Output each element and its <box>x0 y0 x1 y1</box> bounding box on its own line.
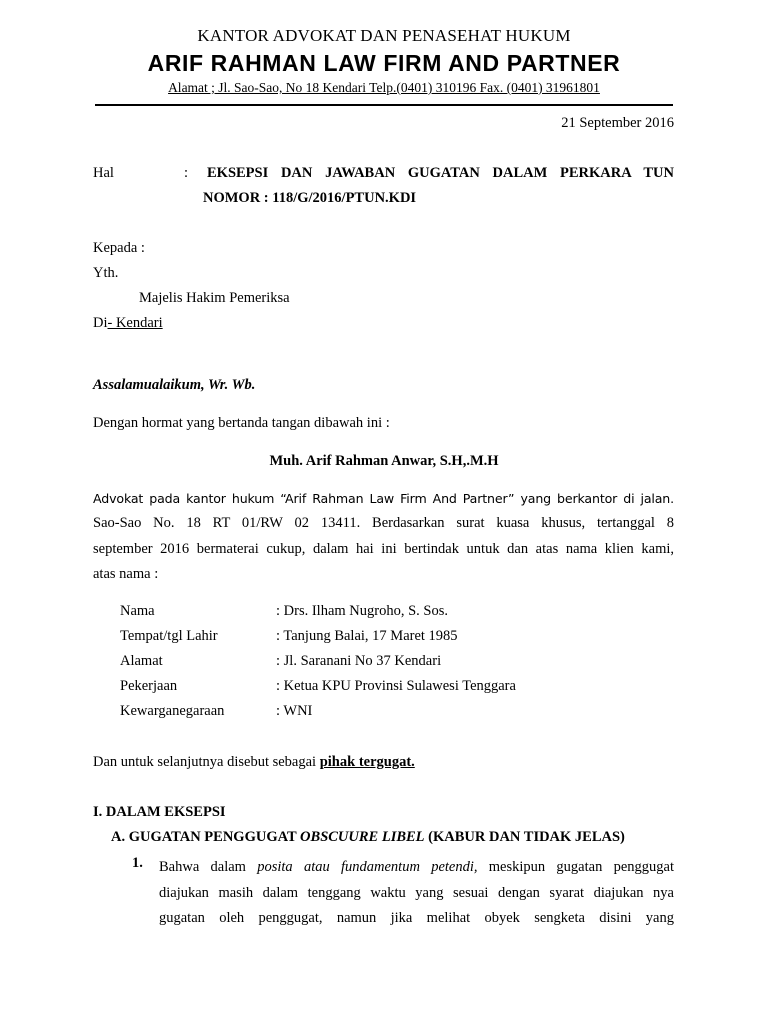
client-value-name: : Drs. Ilham Nugroho, S. Sos. <box>276 603 448 619</box>
point-1-line-3: gugatan oleh penggugat, namun jika melihat obyek sengketa disini yang <box>159 910 674 926</box>
recipient-city: - Kendari <box>107 315 163 331</box>
point-1-line-2: diajukan masih dalam tenggang waktu yang sesuai dengan syarat diajukan nya <box>159 884 674 901</box>
point-1-a: Bahwa dalam <box>159 859 258 875</box>
subsection-heading-a <box>111 829 625 846</box>
paragraph-line-2: Sao-Sao No. 18 RT 01/RW 02 13411. Berdasarkan surat kuasa khusus, tertanggal 8 <box>93 515 674 532</box>
point-number-1: 1. <box>132 855 143 871</box>
advocate-name: Muh. Arif Rahman Anwar, S.H,.M.H <box>269 453 499 469</box>
point-1-italic: posita atau fundamentum petendi, <box>257 859 478 875</box>
intro-text: Dengan hormat yang bertanda tangan dibawah ini : <box>93 415 390 431</box>
client-value-citizenship: : WNI <box>276 703 313 719</box>
point-1-line-1 <box>159 855 674 881</box>
section-heading-1: I. DALAM EKSEPSI <box>93 804 226 820</box>
firm-name: ARIF RAHMAN LAW FIRM AND PARTNER <box>147 50 621 76</box>
subsection-a-italic: OBSCUURE LIBEL <box>300 829 425 845</box>
recipient-yth: Yth. <box>93 265 119 281</box>
client-label-birth: Tempat/tgl Lahir <box>120 628 218 644</box>
firm-address-text: Alamat ; Jl. Sao-Sao, No 18 Kendari Telp.(0401) 310196 Fax. (0401) 31961801 <box>168 80 600 95</box>
recipient-name: Majelis Hakim Pemeriksa <box>139 290 290 306</box>
client-label-address: Alamat <box>120 653 163 669</box>
recipient-kepada: Kepada : <box>93 240 145 256</box>
subject-colon: : <box>184 165 189 181</box>
subsection-a-suffix: (KABUR DAN TIDAK JELAS) <box>424 829 625 845</box>
point-1-b: meskipun gugatan penggugat <box>477 859 675 875</box>
client-value-job: : Ketua KPU Provinsi Sulawesi Tenggara <box>276 678 516 694</box>
point-1-text <box>159 855 674 932</box>
greeting: Assalamualaikum, Wr. Wb. <box>93 377 256 393</box>
recipient-di: Di <box>93 315 108 331</box>
subject-line-2: NOMOR : 118/G/2016/PTUN.KDI <box>203 190 417 206</box>
referred-party: pihak tergugat. <box>319 754 415 770</box>
intro-paragraph <box>93 486 674 587</box>
client-value-address: : Jl. Saranani No 37 Kendari <box>276 653 442 669</box>
client-label-job: Pekerjaan <box>120 678 178 694</box>
paragraph-line-4: atas nama : <box>93 565 159 582</box>
recipient-place <box>93 315 163 332</box>
letterhead-divider <box>95 104 673 106</box>
subject-label: Hal <box>93 165 114 181</box>
subject-line-1: EKSEPSI DAN JAWABAN GUGATAN DALAM PERKARA TUN <box>207 165 674 181</box>
firm-address <box>0 80 768 96</box>
office-title: KANTOR ADVOKAT DAN PENASEHAT HUKUM <box>197 26 571 45</box>
letter-date: 21 September 2016 <box>561 115 674 131</box>
paragraph-line-3: september 2016 bermaterai cukup, dalam hai ini bertindak untuk dan atas nama klien kami, <box>93 540 674 557</box>
client-label-name: Nama <box>120 603 155 619</box>
referred-text: Dan untuk selanjutnya disebut sebagai <box>93 754 320 770</box>
referred-as <box>93 754 415 771</box>
paragraph-line-1: Advokat pada kantor hukum “Arif Rahman Law Firm And Partner” yang berkantor di jalan. <box>93 491 674 506</box>
subsection-a-prefix: A. GUGATAN PENGGUGAT <box>111 829 301 845</box>
client-value-birth: : Tanjung Balai, 17 Maret 1985 <box>276 628 458 644</box>
client-label-citizenship: Kewarganegaraan <box>120 703 225 719</box>
